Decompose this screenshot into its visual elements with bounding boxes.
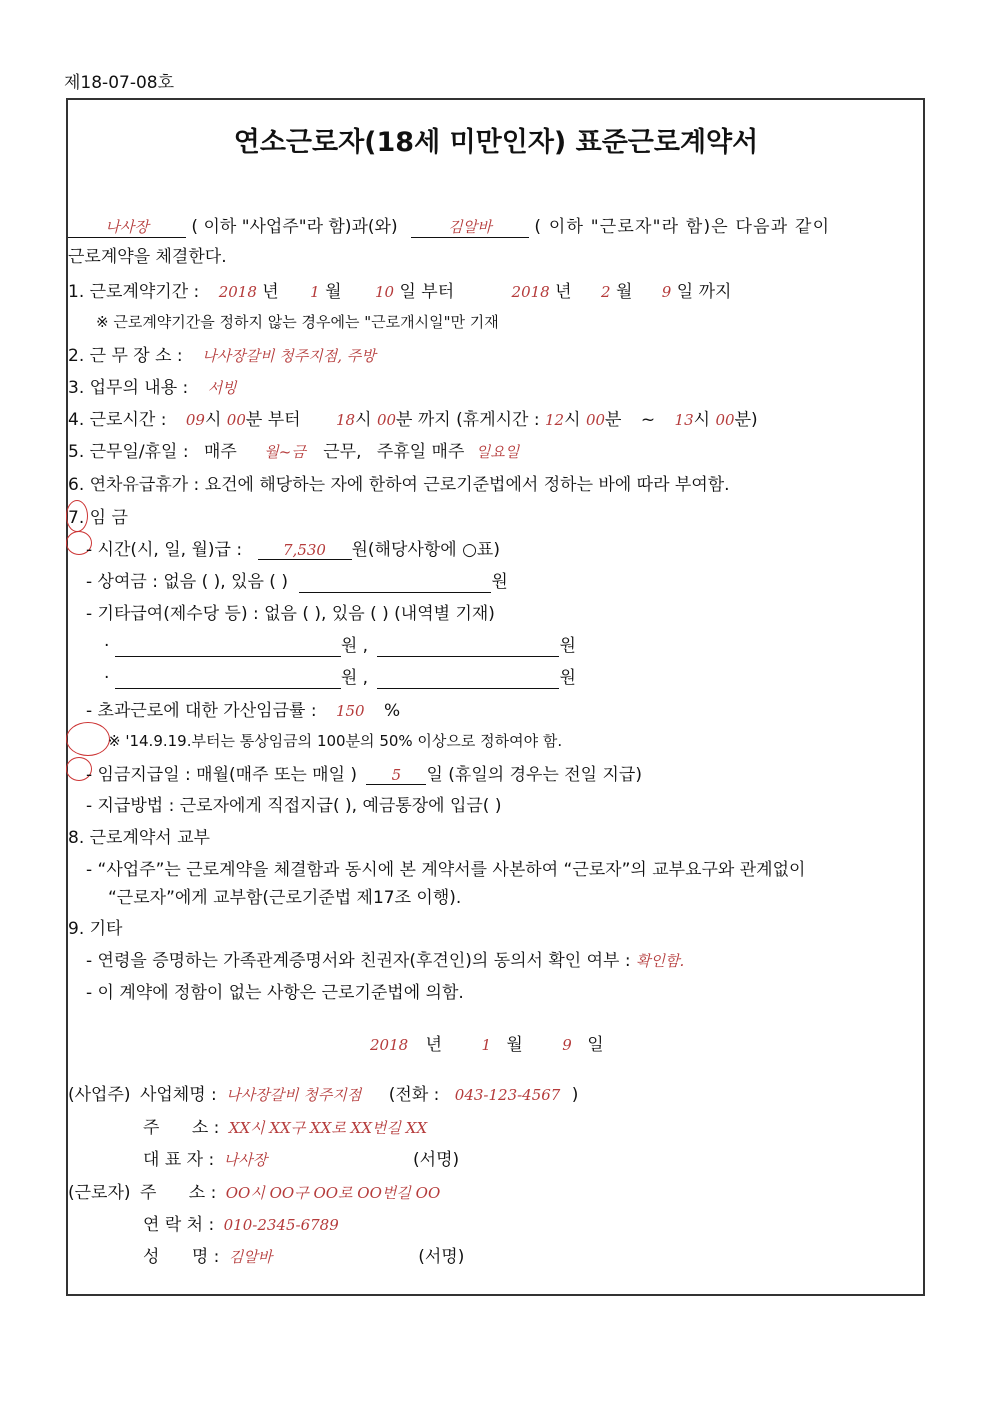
wage-bonus xyxy=(86,567,508,593)
until-text: 까지 xyxy=(417,410,451,430)
hourly-label: - 시간(시, 일, 월)급 : xyxy=(86,540,243,560)
intro-text-2: ( 이하 "근로자"라 함)은 다음과 같이 xyxy=(534,217,831,237)
start-year[interactable]: 2018 xyxy=(218,283,257,301)
unit-day: 일 xyxy=(399,282,416,302)
won-unit: 원 , xyxy=(340,636,369,656)
other-line-2: - 이 계약에 정함이 없는 사항은 근로기준법에 의함. xyxy=(86,983,464,1003)
worker-address-value[interactable]: OO시 OO구 OO로 OO번길 OO xyxy=(225,1184,441,1202)
bonus-amount-field[interactable] xyxy=(299,572,491,593)
unit-minute: 분 xyxy=(734,410,751,430)
age-proof-value[interactable]: 확인함. xyxy=(636,952,685,970)
unit-hour: 시 xyxy=(564,410,581,430)
employer-sign: (서명) xyxy=(413,1150,460,1170)
unit-minute: 분 xyxy=(396,410,413,430)
worker-name-field[interactable]: 김알바 xyxy=(411,216,529,238)
overtime-rate-value[interactable]: 150 xyxy=(335,702,365,720)
other-item-field[interactable] xyxy=(115,636,341,657)
worker-contact-row xyxy=(143,1210,339,1235)
won-unit: 원 xyxy=(559,668,576,688)
section-work-hours xyxy=(68,405,758,430)
rep-value[interactable]: 나사장 xyxy=(223,1151,268,1169)
other-item-field[interactable] xyxy=(377,668,559,689)
from-text: 부터 xyxy=(421,282,455,302)
section-annual-leave: 6. 연차유급휴가 : 요건에 해당하는 자에 한하여 근로기준법에서 정하는 바에 따라 부여함. xyxy=(68,475,730,495)
wage-overtime xyxy=(86,696,400,721)
end-year[interactable]: 2018 xyxy=(511,283,550,301)
start-month[interactable]: 1 xyxy=(310,283,320,301)
end-day[interactable]: 9 xyxy=(661,283,672,301)
name-label: 성 명 : xyxy=(143,1247,220,1267)
delivery-line-1: - “사업주”는 근로계약을 체결함과 동시에 본 계약서를 사본하여 “근로자”의 교부요구와 관계없이 xyxy=(86,860,806,880)
employer-address-row xyxy=(143,1113,427,1138)
period-note: ※ 근로계약기간을 정하지 않는 경우에는 "근로개시일"만 기재 xyxy=(96,313,499,331)
holiday-value[interactable]: 일요일 xyxy=(475,443,520,461)
rep-label: 대 표 자 : xyxy=(143,1150,215,1170)
unit-month: 월 xyxy=(325,282,342,302)
unit-day: 일 xyxy=(676,282,694,302)
tilde: ~ xyxy=(640,410,656,430)
won-unit: 원 xyxy=(559,636,576,656)
worker-role: (근로자) xyxy=(68,1183,131,1203)
document-number: 제18-07-08호 xyxy=(64,73,175,93)
worker-name-value[interactable]: 김알바 xyxy=(228,1248,273,1266)
company-label: 사업체명 : xyxy=(139,1085,217,1105)
date-month[interactable]: 1 xyxy=(481,1036,491,1054)
employer-role: (사업주) xyxy=(68,1085,131,1105)
end-month[interactable]: 2 xyxy=(600,283,611,301)
overtime-note: ※ '14.9.19.부터는 통상임금의 100분의 50% 이상으로 정하여야 함. xyxy=(108,732,563,750)
unit-month: 월 xyxy=(615,282,633,302)
workdays-value[interactable]: 월~금 xyxy=(264,443,306,461)
won-unit: 원 , xyxy=(340,668,369,688)
from-text: 부터 xyxy=(267,410,301,430)
bonus-label: - 상여금 : 없음 ( ), 있음 ( ) xyxy=(86,572,288,592)
job-value[interactable]: 서빙 xyxy=(207,379,237,397)
payday-label: - 임금지급일 : 매월(매주 또는 매일 ) xyxy=(86,765,358,785)
unit-hour: 시 xyxy=(693,410,711,430)
section-other: 9. 기타 xyxy=(68,919,123,939)
other-line-1 xyxy=(86,946,684,971)
workdays-label: 5. 근무일/휴일 : xyxy=(68,442,189,462)
other-item-field[interactable] xyxy=(377,636,559,657)
overtime-label: - 초과근로에 대한 가산임금률 : xyxy=(86,701,317,721)
contact-value[interactable]: 010-2345-6789 xyxy=(223,1216,339,1234)
unit-year: 년 xyxy=(425,1035,443,1055)
percent-unit: % xyxy=(384,701,401,721)
address-label: 주 소 : xyxy=(143,1118,220,1138)
wage-payday xyxy=(86,760,642,785)
date-year[interactable]: 2018 xyxy=(370,1036,409,1054)
section-job xyxy=(68,373,237,398)
worker-address-row xyxy=(68,1178,440,1203)
wage-hourly xyxy=(86,535,500,560)
unit-minute: 분 xyxy=(605,410,622,430)
section-contract-period xyxy=(68,277,731,302)
break-start-minute[interactable]: 00 xyxy=(585,411,606,429)
section-workplace xyxy=(68,341,376,366)
start-day[interactable]: 10 xyxy=(374,283,395,301)
other-item-field[interactable] xyxy=(115,668,341,689)
until-text: 까지 xyxy=(698,282,732,302)
workplace-label: 2. 근 무 장 소 : xyxy=(68,346,183,366)
phone-label: (전화 : xyxy=(388,1085,440,1105)
end-minute[interactable]: 00 xyxy=(376,411,397,429)
start-minute[interactable]: 00 xyxy=(226,411,246,429)
period-label: 1. 근로계약기간 : xyxy=(68,282,200,302)
bullet: · xyxy=(104,636,110,656)
hours-label: 4. 근로시간 : xyxy=(68,410,167,430)
wage-other-row-2 xyxy=(104,663,576,689)
worker-name-row xyxy=(143,1242,464,1267)
intro-line xyxy=(68,212,830,238)
end-hour[interactable]: 18 xyxy=(336,411,356,429)
phone-value[interactable]: 043-123-4567 xyxy=(454,1086,561,1104)
date-day[interactable]: 9 xyxy=(562,1036,572,1054)
intro-text-1: ( 이하 "사업주"라 함)과(와) xyxy=(191,217,398,237)
section-workdays xyxy=(68,437,519,462)
intro-line-2: 근로계약을 체결한다. xyxy=(68,247,227,267)
job-label: 3. 업무의 내용 : xyxy=(68,378,189,398)
unit-minute: 분 xyxy=(245,410,263,430)
payday-suffix: 일 (휴일의 경우는 전일 지급) xyxy=(426,765,642,785)
wage-other-row-1 xyxy=(104,631,576,657)
payday-field[interactable]: 5 xyxy=(366,766,426,785)
employer-address-value[interactable]: XX시 XX구 XX로 XX번길 XX xyxy=(228,1119,428,1137)
address-label: 주 소 : xyxy=(139,1183,217,1203)
delivery-line-2: “근로자”에게 교부함(근로기준법 제17조 이행). xyxy=(108,888,462,908)
section-delivery: 8. 근로계약서 교부 xyxy=(68,828,210,848)
wage-method: - 지급방법 : 근로자에게 직접지급( ), 예금통장에 입금( ) xyxy=(86,796,502,816)
section-wage-label: 7. 임 금 xyxy=(68,508,128,528)
break-end-hour[interactable]: 13 xyxy=(674,411,694,429)
employer-name-field[interactable]: 나사장 xyxy=(68,216,186,238)
age-proof-text: - 연령을 증명하는 가족관계증명서와 친권자(후견인)의 동의서 확인 여부 : xyxy=(86,951,631,971)
won-unit: 원 xyxy=(491,572,508,592)
employer-company-row xyxy=(68,1080,578,1105)
unit-day: 일 xyxy=(587,1035,604,1055)
contact-label: 연 락 처 : xyxy=(143,1215,215,1235)
bullet: · xyxy=(104,668,110,688)
unit-month: 월 xyxy=(506,1035,523,1055)
contract-date xyxy=(370,1030,604,1055)
unit-hour: 시 xyxy=(204,410,222,430)
wage-other: - 기타급여(제수당 등) : 없음 ( ), 있음 ( ) (내역별 기재) xyxy=(86,604,495,624)
company-value[interactable]: 나사장갈비 청주지점 xyxy=(226,1086,362,1104)
unit-year: 년 xyxy=(555,282,572,302)
work-text: 근무, xyxy=(323,442,362,462)
hourly-wage-field[interactable]: 7,530 xyxy=(258,541,352,560)
break-start-hour[interactable]: 12 xyxy=(545,411,565,429)
close-paren: ) xyxy=(571,1085,579,1105)
unit-hour: 시 xyxy=(355,410,372,430)
employer-rep-row xyxy=(143,1145,459,1170)
break-label: (휴게시간 : xyxy=(456,410,540,430)
every-week: 매주 xyxy=(204,442,237,462)
worker-sign: (서명) xyxy=(418,1247,465,1267)
holiday-label: 주휴일 매주 xyxy=(376,442,465,462)
handwritten-circle xyxy=(66,722,110,756)
unit-year: 년 xyxy=(262,282,279,302)
workplace-value[interactable]: 나사장갈비 청주지점, 주방 xyxy=(202,347,376,365)
break-end-minute[interactable]: 00 xyxy=(715,411,735,429)
close-paren: ) xyxy=(751,410,758,430)
contract-title: 연소근로자(18세 미만인자) 표준근로계약서 xyxy=(233,127,759,158)
hourly-unit: 원(해당사항에 ○표) xyxy=(351,540,500,560)
start-hour[interactable]: 09 xyxy=(185,411,205,429)
